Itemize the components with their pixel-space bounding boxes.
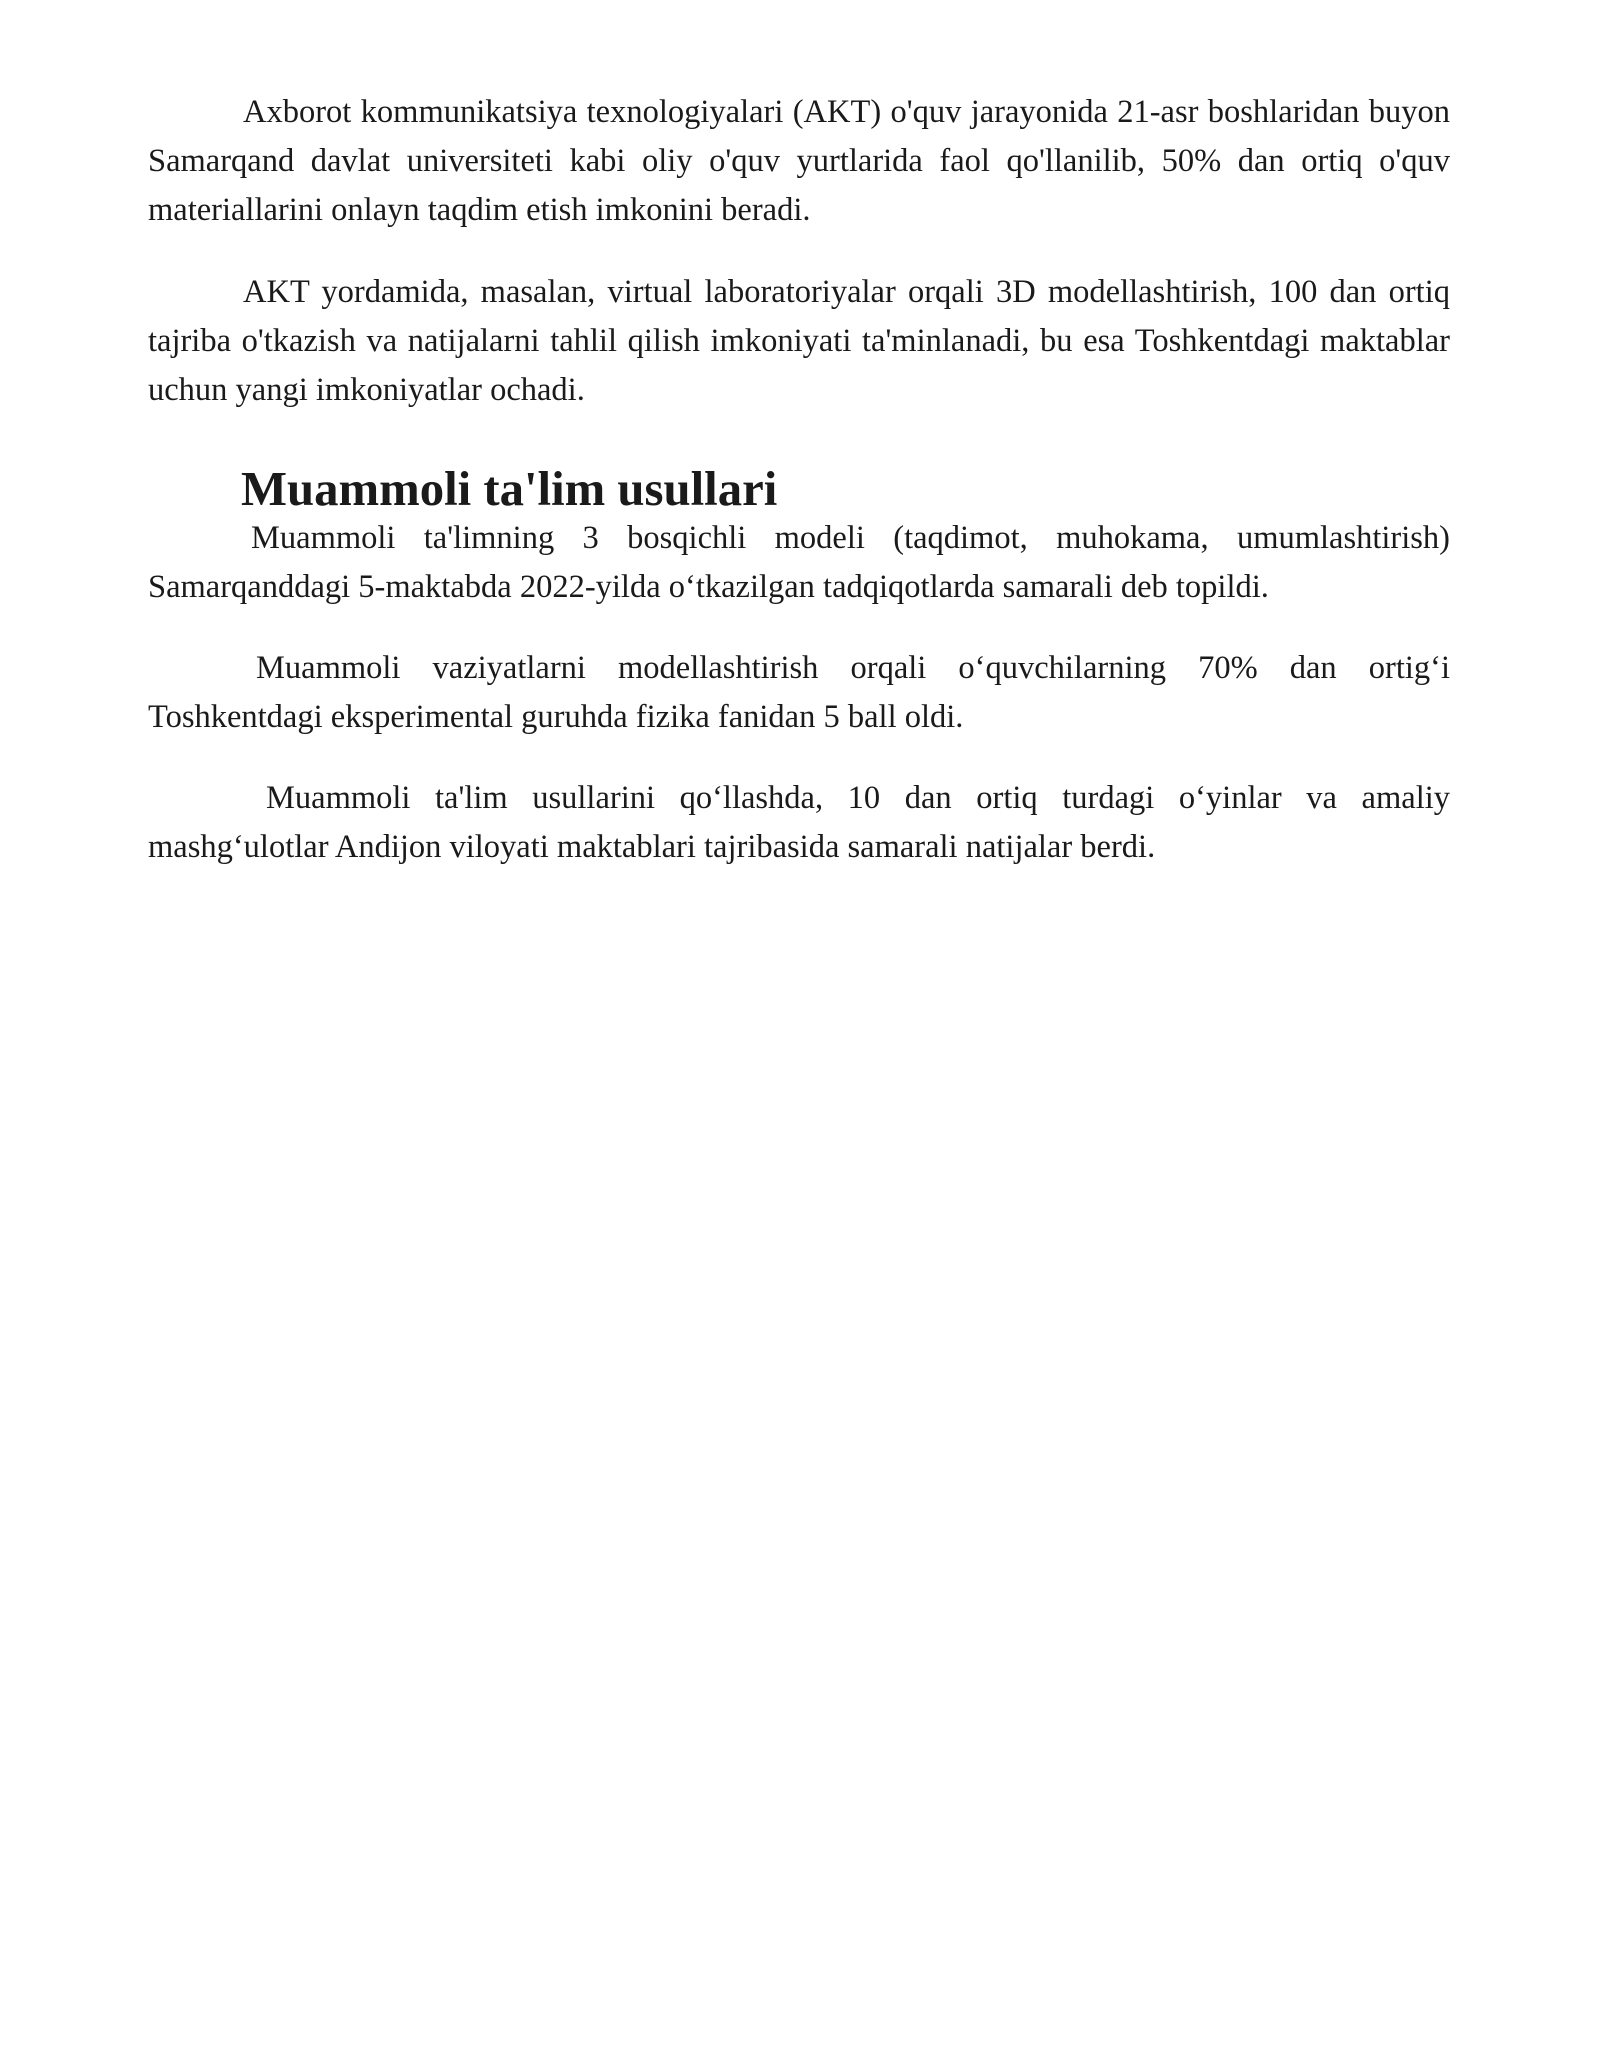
paragraph-problem-games: Muammoli ta'lim usullarini qo‘llashda, 10 dan ortiq turdagi o‘yinlar va amaliy mashg‘ulotlar Andijon viloyati maktablari tajribasida samarali natijalar berdi. (148, 780, 1450, 865)
paragraph-problem-model: Muammoli ta'limning 3 bosqichli modeli (taqdimot, muhokama, umumlashtirish) Samarqanddagi 5-maktabda 2022-yilda o‘tkazilgan tadqiqotlarda samarali deb topildi. (148, 520, 1450, 605)
document-page (148, 88, 1450, 872)
section-heading: Muammoli ta'lim usullari (241, 462, 778, 516)
paragraph-akt-virtual-labs: AKT yordamida, masalan, virtual laboratoriyalar orqali 3D modellashtirish, 100 dan ortiq tajriba o'tkazish va natijalarni tahlil qilish imkoniyati ta'minlanadi, bu esa Toshkentdagi maktablar uchun yangi imkoniyatlar ochadi. (148, 274, 1450, 408)
paragraph-akt-intro: Axborot kommunikatsiya texnologiyalari (AKT) o'quv jarayonida 21-asr boshlaridan buyon Samarqand davlat universiteti kabi oliy o'quv yurtlarida faol qo'llanilib, 50% dan ortiq o'quv materiallarini onlayn taqdim etish imkonini beradi. (148, 94, 1450, 228)
paragraph-problem-situations: Muammoli vaziyatlarni modellashtirish orqali o‘quvchilarning 70% dan ortig‘i Toshkentdagi eksperimental guruhda fizika fanidan 5 ball oldi. (148, 650, 1450, 735)
